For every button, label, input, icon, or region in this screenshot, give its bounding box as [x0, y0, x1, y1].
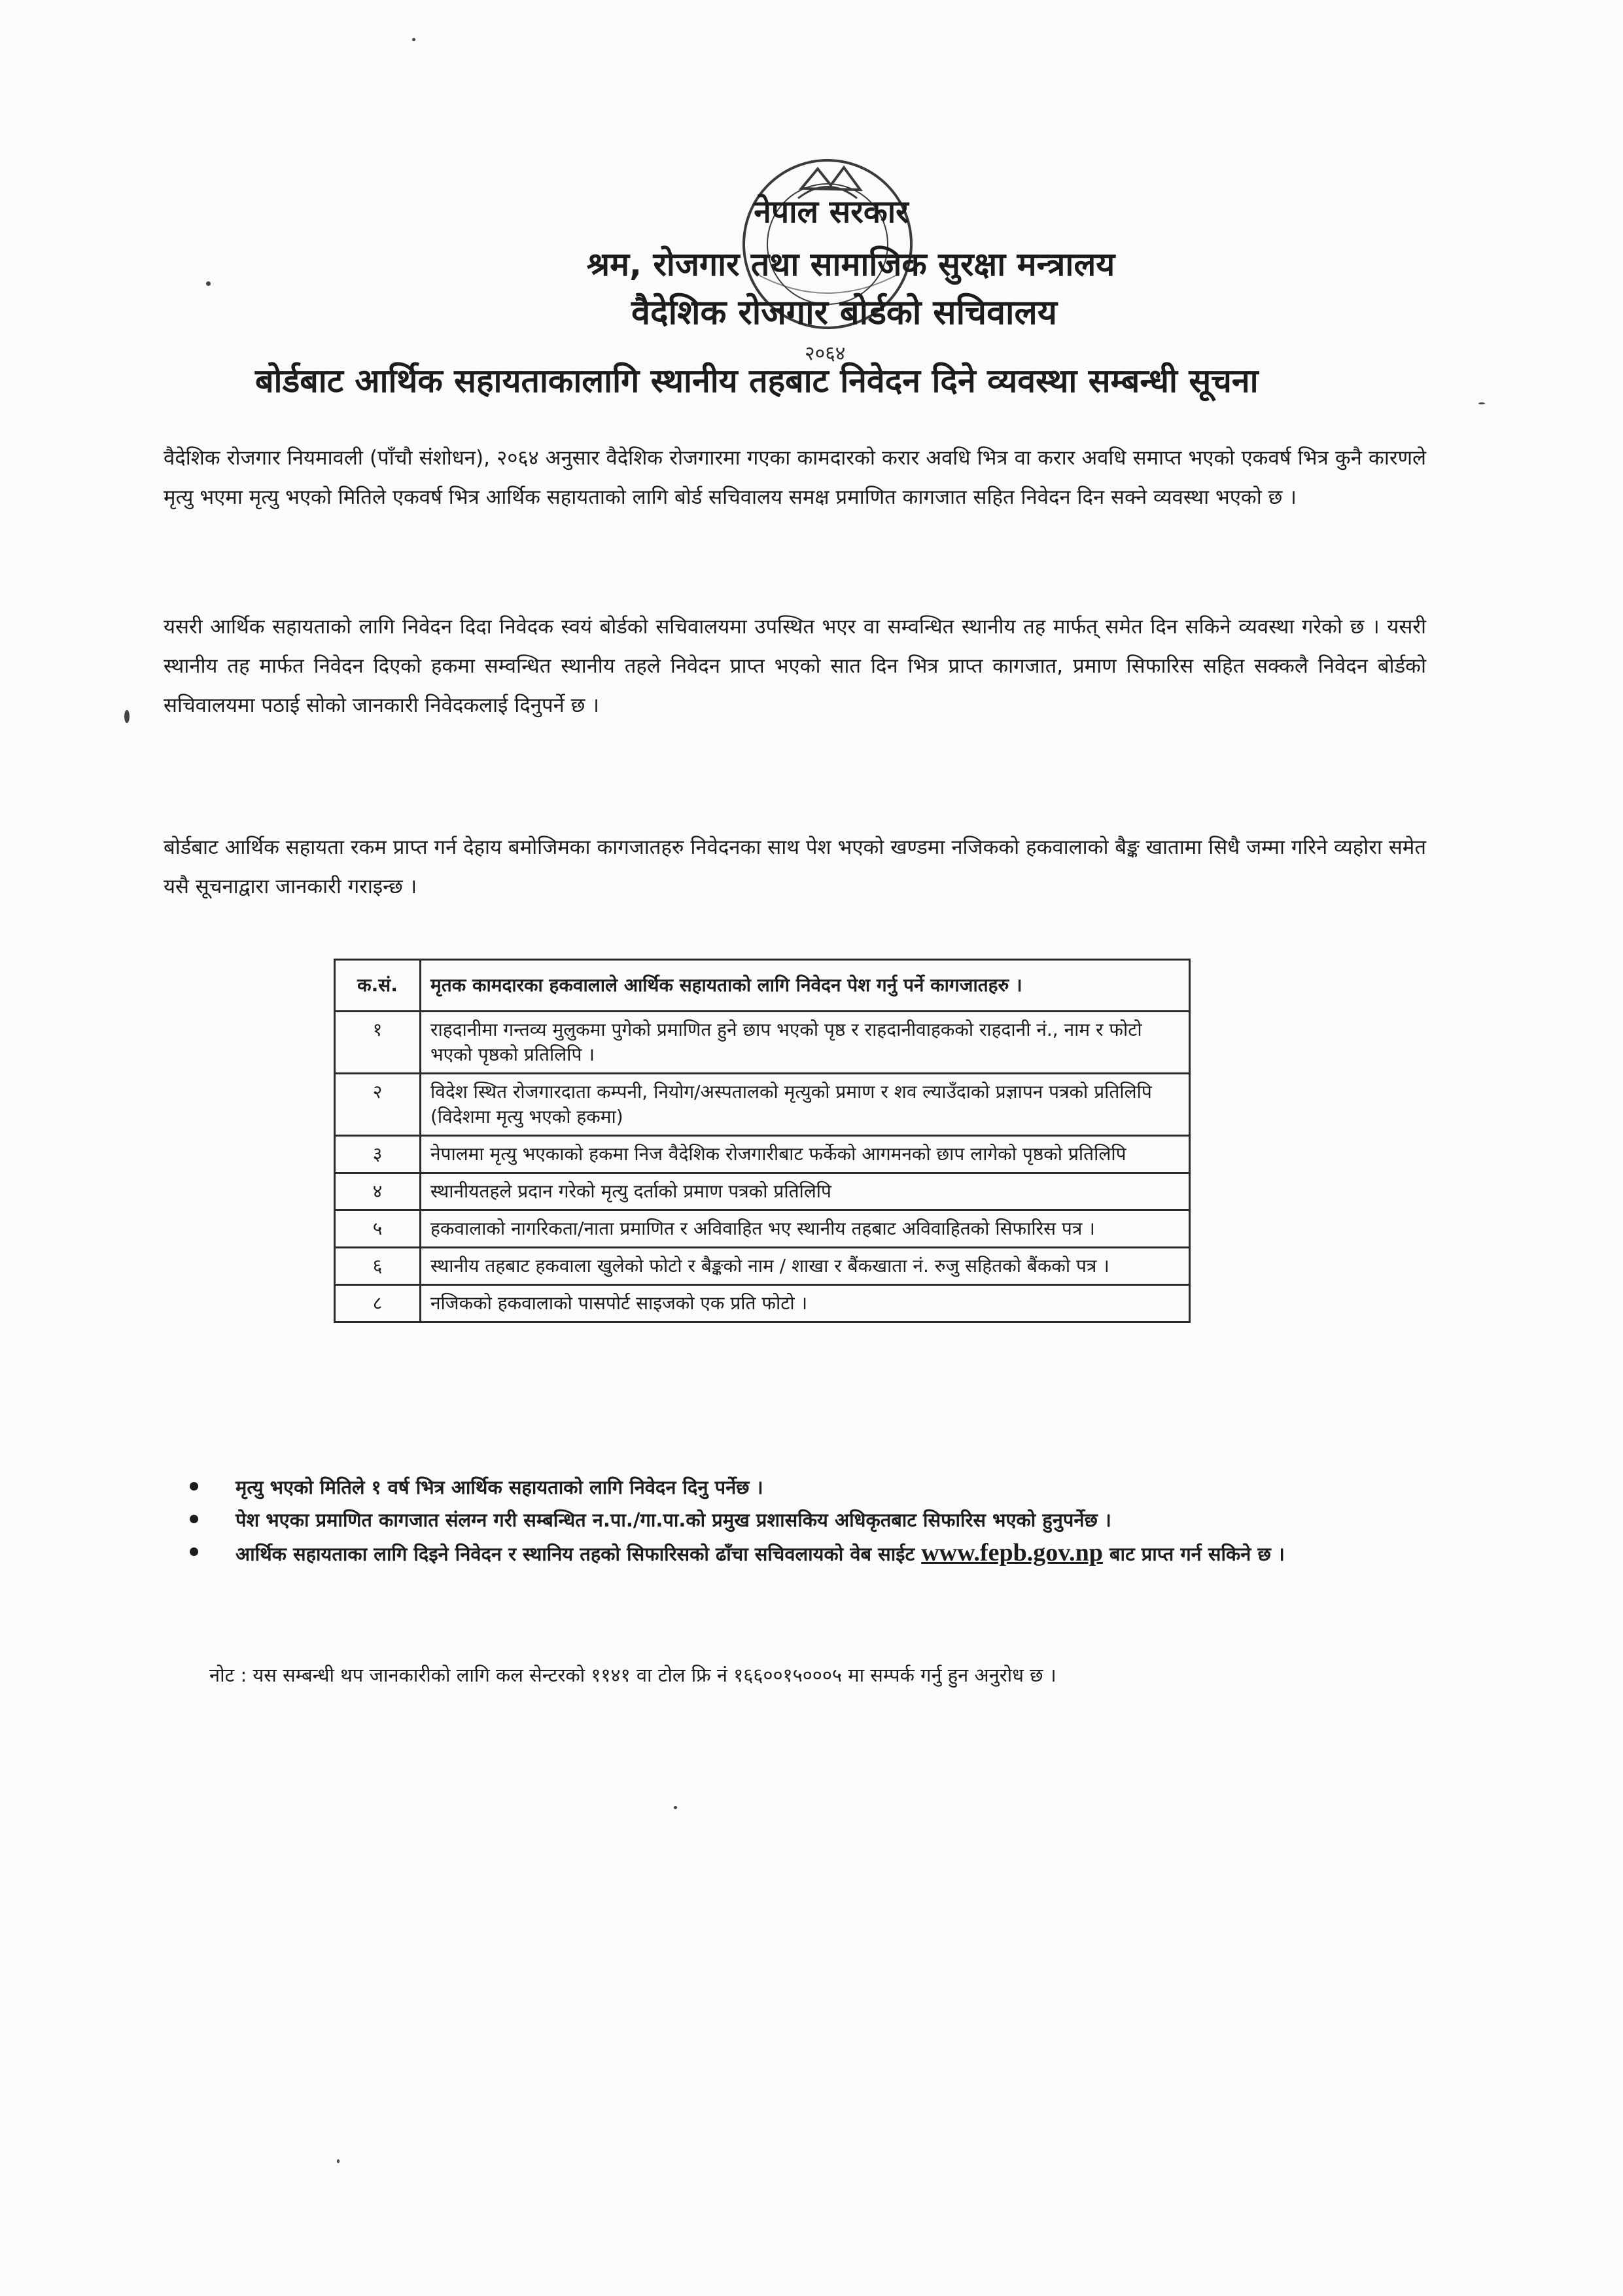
- footer-note: नोट : यस सम्बन्धी थप जानकारीको लागि कल सेन्टरको ११४१ वा टोल फ्रि नं १६६००१५०००५ मा सम्पर्क गर्नु हुन अनुरोध छ ।: [209, 1664, 1056, 1686]
- table-header-docs: मृतक कामदारका हकवालाले आर्थिक सहायताको लागि निवेदन पेश गर्नु पर्ने कागजातहरु ।: [421, 960, 1190, 1012]
- row-sn: ३: [335, 1136, 421, 1173]
- bullet-icon: [190, 1482, 198, 1491]
- row-text: नजिकको हकवालाको पासपोर्ट साइजको एक प्रति फोटो ।: [421, 1285, 1190, 1322]
- header-government: नेपाल सरकार: [754, 194, 909, 230]
- header-secretariat: वैदेशिक रोजगार बोर्डको सचिवालय: [631, 293, 1057, 332]
- table-row: [335, 1136, 1190, 1173]
- row-sn: ५: [335, 1210, 421, 1248]
- table-row: [335, 1173, 1190, 1210]
- row-text: स्थानीयतहले प्रदान गरेको मृत्यु दर्ताको प्रमाण पत्रको प्रतिलिपि: [421, 1173, 1190, 1210]
- scan-speck: [124, 710, 130, 723]
- website-link[interactable]: www.fepb.gov.np: [921, 1539, 1103, 1566]
- scan-speck: [206, 281, 211, 286]
- row-sn: २: [335, 1074, 421, 1136]
- scan-speck: [412, 38, 415, 41]
- paragraph-3: बोर्डबाट आर्थिक सहायता रकम प्राप्त गर्न देहाय बमोजिमका कागजातहरु निवेदनका साथ पेश भएको खण्डमा नजिकको हकवालाको बैङ्क खातामा सिधै जम्मा गरिने व्यहोरा समेत यसै सूचनाद्वारा जानकारी गराइन्छ ।: [164, 836, 1426, 898]
- bullet-text: आर्थिक सहायताका लागि दिइने निवेदन र स्थानिय तहको सिफारिसको ढाँचा सचिवलायको वेब साईट: [236, 1543, 915, 1565]
- table-row: [335, 1074, 1190, 1136]
- row-sn: ४: [335, 1173, 421, 1210]
- table-row: [335, 1210, 1190, 1248]
- scan-speck: [674, 1806, 677, 1809]
- row-text: स्थानीय तहबाट हकवाला खुलेको फोटो र बैङ्कको नाम / शाखा र बैंकखाता नं. रुजु सहितको बैंकको पत्र ।: [421, 1248, 1190, 1285]
- bullet-text-end: बाट प्राप्त गर्न सकिने छ ।: [1109, 1543, 1285, 1565]
- bullet-text: मृत्यु भएको मितिले १ वर्ष भित्र आर्थिक सहायताको लागि निवेदन दिनु पर्नेछ ।: [236, 1476, 763, 1498]
- row-text: राहदानीमा गन्तव्य मुलुकमा पुगेको प्रमाणित हुने छाप भएको पृष्ठ र राहदानीवाहकको राहदानी नं., नाम र फोटो भएको पृष्ठको प्रतिलिपि ।: [421, 1012, 1190, 1074]
- list-item: [190, 1538, 1413, 1569]
- bullet-icon: [190, 1547, 198, 1556]
- bullet-text: पेश भएका प्रमाणित कागजात संलग्न गरी सम्बन्धित न.पा./गा.पा.को प्रमुख प्रशासकिय अधिकृतबाट सिफारिस भएको हुनुपर्नेछ ।: [236, 1509, 1111, 1531]
- row-text: विदेश स्थित रोजगारदाता कम्पनी, नियोग/अस्पतालको मृत्युको प्रमाण र शव ल्याउँदाको प्रज्ञापन पत्रको प्रतिलिपि (विदेशमा मृत्यु भएको हकमा): [421, 1074, 1190, 1136]
- list-item: [190, 1472, 1413, 1502]
- row-sn: १: [335, 1012, 421, 1074]
- notice-title: बोर्डबाट आर्थिक सहायताकालागि स्थानीय तहबाट निवेदन दिने व्यवस्था सम्बन्धी सूचना: [255, 362, 1259, 400]
- paragraph-1: वैदेशिक रोजगार नियमावली (पाँचौ संशोधन), २०६४ अनुसार वैदेशिक रोजगारमा गएका कामदारको करार अवधि भित्र वा करार अवधि समाप्त भएको एकवर्ष भित्र कुनै कारणले मृत्यु भएमा मृत्यु भएको मितिले एकवर्ष भित्र आर्थिक सहायताको लागि बोर्ड सचिवालय समक्ष प्रमाणित कागजात सहित निवेदन दिन सक्ने व्यवस्था भएको छ ।: [164, 446, 1426, 509]
- row-text: नेपालमा मृत्यु भएकाको हकमा निज वैदेशिक रोजगारीबाट फर्केको आगमनको छाप लागेको पृष्ठको प्रतिलिपि: [421, 1136, 1190, 1173]
- documents-table: [334, 959, 1191, 1323]
- requirements-list: [190, 1472, 1413, 1572]
- table-row: [335, 1248, 1190, 1285]
- scan-speck: [1478, 402, 1485, 404]
- list-item: [190, 1505, 1413, 1535]
- row-sn: ६: [335, 1248, 421, 1285]
- table-row: [335, 1285, 1190, 1322]
- seal-year: २०६४: [805, 342, 846, 365]
- row-text: हकवालाको नागरिकता/नाता प्रमाणित र अविवाहित भए स्थानीय तहबाट अविवाहितको सिफारिस पत्र ।: [421, 1210, 1190, 1248]
- table-header-row: [335, 960, 1190, 1012]
- scan-speck: [337, 2159, 340, 2163]
- row-sn: ८: [335, 1285, 421, 1322]
- paragraph-2: यसरी आर्थिक सहायताको लागि निवेदन दिदा निवेदक स्वयं बोर्डको सचिवालयमा उपस्थित भएर वा सम्वन्धित स्थानीय तह मार्फत् समेत दिन सकिने व्यवस्था गरेको छ । यसरी स्थानीय तह मार्फत निवेदन दिएको हकमा सम्वन्धित स्थानीय तहले निवेदन प्राप्त भएको सात दिन भित्र प्राप्त कागजात, प्रमाण सिफारिस सहित सक्कलै निवेदन बोर्डको सचिवालयमा पठाई सोको जानकारी निवेदकलाई दिनुपर्ने छ ।: [164, 615, 1426, 717]
- table-header-sn: क.सं.: [335, 960, 421, 1012]
- header-ministry: श्रम, रोजगार तथा सामाजिक सुरक्षा मन्त्रालय: [586, 245, 1115, 283]
- table-row: [335, 1012, 1190, 1074]
- bullet-icon: [190, 1515, 198, 1523]
